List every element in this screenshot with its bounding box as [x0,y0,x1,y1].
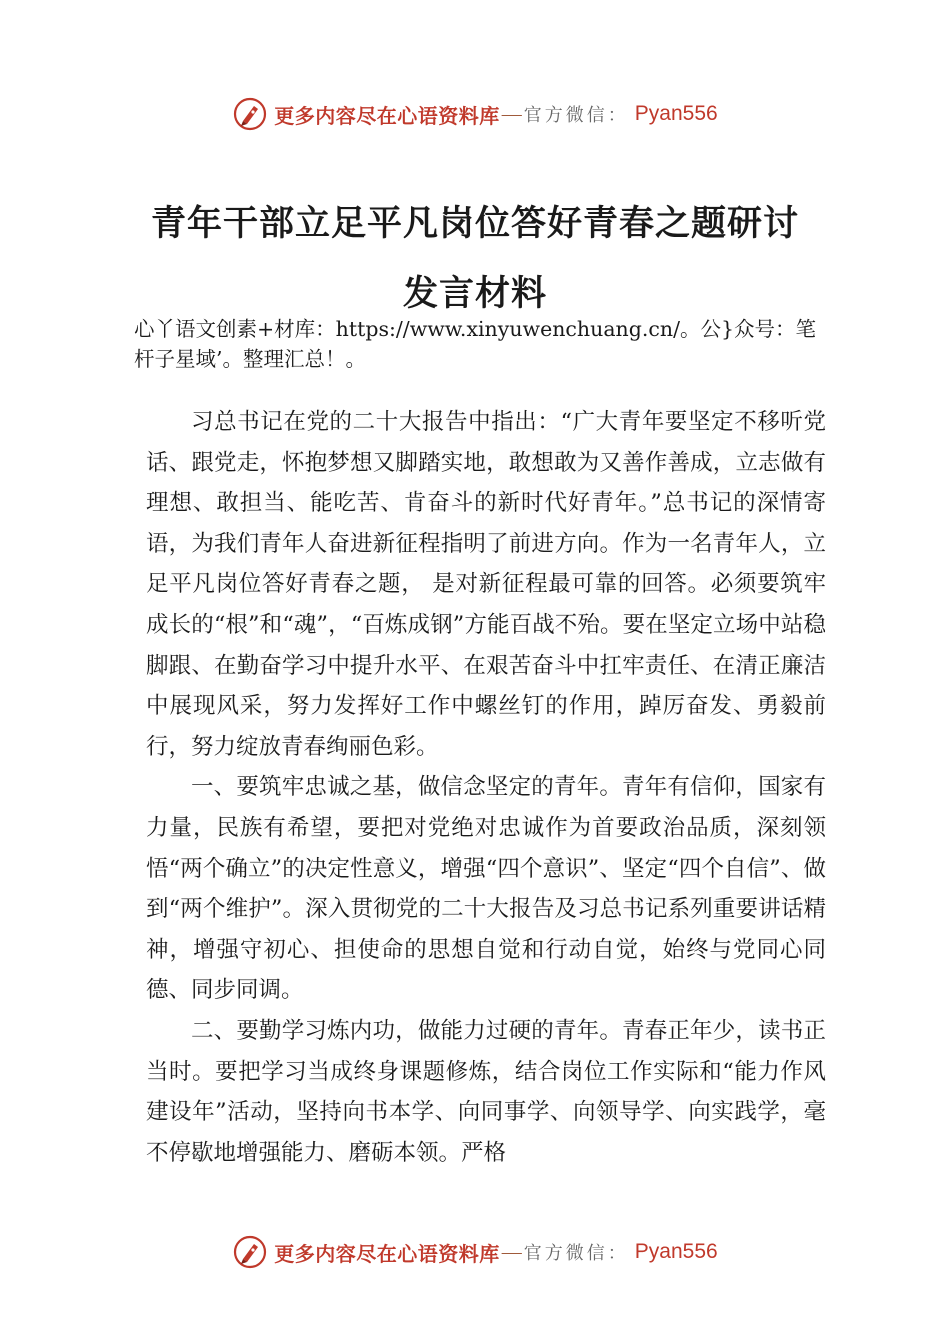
document-title-line1: 青年干部立足平凡岗位答好青春之题研讨 [150,203,799,244]
banner-separator: — [501,102,522,125]
header-banner [0,92,950,136]
banner-wechat-label: 官方微信： [523,1243,629,1264]
body-paragraph: 二、要勤学习炼内功，做能力过硬的青年。青春正年少，读书正当时。要把学习当成终身课题修炼，结合岗位工作实际和“能力作风建设年”活动，坚持向书本学、向同事学、向领导学、向实践学，毫不停歇地增强能力、磨砺本领。严格 [146,1017,826,1166]
source-note: 心丫语文创素+材库：https://www.xinyuwenchuang.cn/。公}众号：笔杆子星域’。整理汇总！。 [134,317,817,371]
pen-nib-logo-icon [232,96,268,132]
body-paragraph: 一、要筑牢忠诚之基，做信念坚定的青年。青年有信仰，国家有力量，民族有希望，要把对党绝对忠诚作为首要政治品质，深刻领悟“两个确立”的决定性意义，增强“四个意识”、坚定“四个自信”、做到“两个维护”。深入贯彻党的二十大报告及习总书记系列重要讲话精神，增强守初心、担使命的思想自觉和行动自觉，始终与党同心同德、同步同调。 [146,774,826,1004]
pen-nib-logo-icon [232,1234,268,1270]
banner-separator: — [501,1240,522,1263]
body-paragraph: 习总书记在党的二十大报告中指出：“广大青年要坚定不移听党话、跟党走，怀抱梦想又脚踏实地，敢想敢为又善作善成，立志做有理想、敢担当、能吃苦、肯奋斗的新时代好青年。”总书记的深情寄语，为我们青年人奋进新征程指明了前进方向。作为一名青年人，立足平凡岗位答好青春之题， 是对新征程最可靠的回答。必须要筑牢成长的“根”和“魂”，“百炼成钢”方能百战不殆。要在坚定立场中站稳脚跟、在勤奋学习中提升水平、在艰苦奋斗中扛牢责任、在清正廉洁中展现风采，努力发挥好工作中螺丝钉的作用，踔厉奋发、勇毅前行，努力绽放青春绚丽色彩。 [146,409,826,760]
banner-wechat-id: Pyan556 [634,1240,718,1263]
document-title-line2: 发言材料 [402,273,547,314]
footer-banner [0,1230,950,1274]
banner-slogan: 更多内容尽在心语资料库 [274,1241,500,1266]
document-body [146,402,826,1173]
banner-wechat-id: Pyan556 [634,102,718,125]
banner-wechat-label: 官方微信： [523,105,629,126]
banner-slogan: 更多内容尽在心语资料库 [274,103,500,128]
